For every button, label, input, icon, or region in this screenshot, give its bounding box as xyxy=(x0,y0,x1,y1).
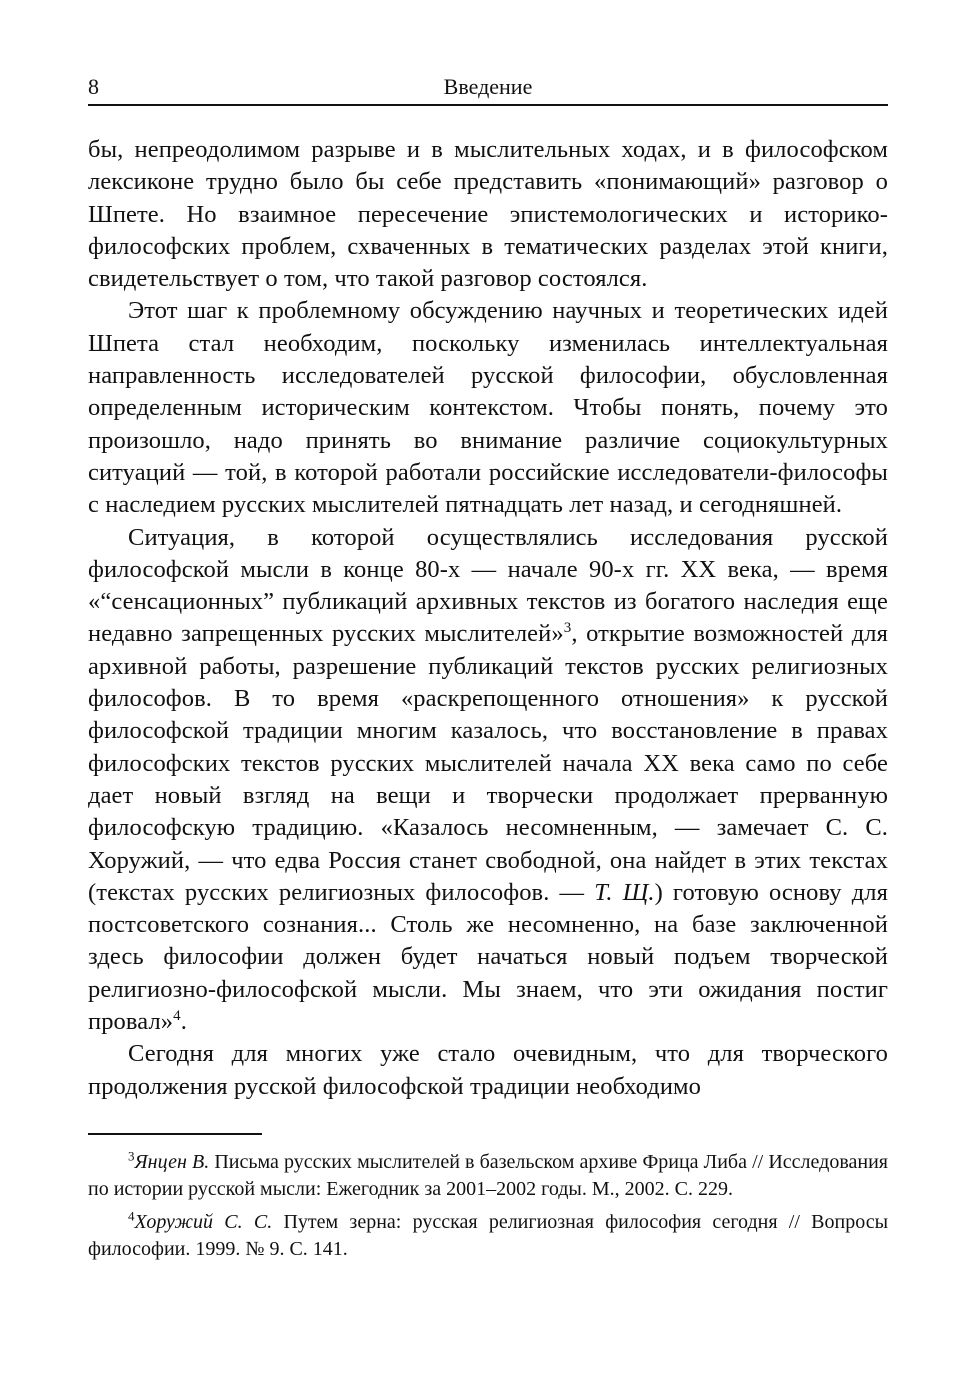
footnote-ref-3: 3 xyxy=(563,620,572,637)
footnote-author: Хоружий С. С. xyxy=(134,1210,273,1233)
footnote-mark: 4 xyxy=(128,1208,135,1224)
editor-initials: Т. Щ. xyxy=(594,878,655,906)
footnotes xyxy=(88,1149,888,1263)
paragraph-3-part-b: , открытие возможностей для архивной работы, разрешение публикаций текстов русских религиозных философов. В то время «раскрепощенного отношения» к русской философской традиции многим казалось, что восстановление в правах философских текстов русских мыслителей начала XX века само по себе дает новый взгляд на вещи и творчески продолжает прерванную философскую традицию. «Казалось несомненным, — замечает С. С. Хоружий, — что едва Россия станет свободной, она найдет в этих текстах (текстах русских религиозных философов. — xyxy=(88,620,888,906)
paragraph-3-part-a: Ситуация, в которой осуществлялись исследования русской философской мысли в конце 80-х — начале 90-х гг. XX века, — время «“сенсационных” публикаций архивных текстов из богатого наследия еще недавно запрещенных русских мыслителей» xyxy=(88,523,888,648)
header-rule xyxy=(88,104,888,106)
footnote-4 xyxy=(88,1209,888,1263)
paragraph-1: бы, непреодолимом разрыве и в мыслительных ходах, и в философском лексиконе трудно было бы себе представить «понимающий» разговор о Шпете. Но взаимное пересечение эпистемологических и историко-философских проблем, схваченных в тематических разделах этой книги, свидетельствует о том, что такой разговор состоялся. xyxy=(88,136,888,293)
page-number: 8 xyxy=(88,74,99,99)
main-text xyxy=(88,134,888,1103)
paragraph-3-part-c: ) готовую основу для постсоветского сознания... Столь же несомненно, на базе заключенной здесь философии должен будет начаться новый подъем творческой религиозно-философской мысли. Мы знаем, что эти ожидания постиг провал» xyxy=(88,878,888,1036)
footnote-mark: 3 xyxy=(128,1148,135,1164)
running-head xyxy=(88,70,888,104)
paragraph-3 xyxy=(88,522,888,1039)
paragraph-2: Этот шаг к проблемному обсуждению научных и теоретических идей Шпета стал необходим, поскольку изменилась интеллектуальная направленность исследователей русской философии, обусловленная определенным историческим контекстом. Чтобы понять, почему это произошло, надо принять во внимание различие социокультурных ситуаций — той, в которой работали российские исследователи-философы с наследием русских мыслителей пятнадцать лет назад, и сегодняшней. xyxy=(88,297,888,519)
footnote-3 xyxy=(88,1149,888,1203)
footnote-text: Путем зерна: русская религиозная философия сегодня // Вопросы философии. 1999. № 9. С. 141. xyxy=(88,1210,889,1260)
footnote-ref-4: 4 xyxy=(173,1007,181,1024)
footnote-author: Янцен В. xyxy=(134,1150,210,1173)
paragraph-3-part-d: . xyxy=(180,1008,187,1036)
chapter-title: Введение xyxy=(443,74,533,99)
footnote-text: Письма русских мыслителей в базельском архиве Фрица Либа // Исследования по истории русской мысли: Ежегодник за 2001–2002 годы. М., 2002. С. 229. xyxy=(88,1150,888,1200)
book-page xyxy=(88,70,888,1269)
paragraph-4: Сегодня для многих уже стало очевидным, что для творческого продолжения русской философской традиции необходимо xyxy=(88,1040,888,1100)
footnote-rule xyxy=(88,1133,262,1135)
